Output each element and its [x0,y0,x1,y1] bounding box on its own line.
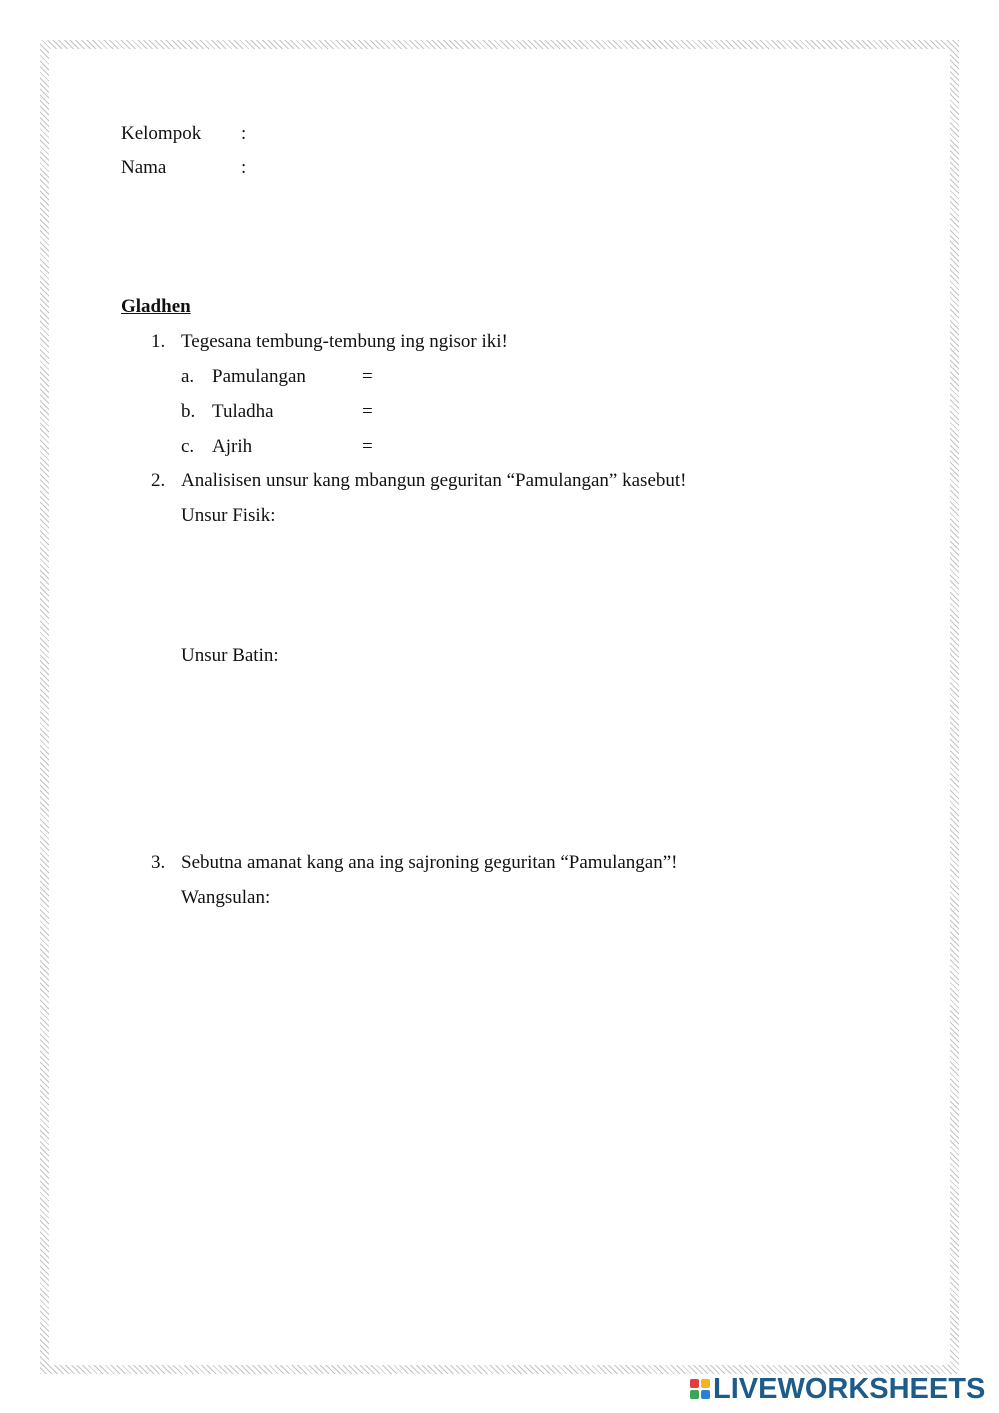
logo-squares-icon [690,1379,710,1399]
nama-colon: : [241,157,247,178]
page-border [40,40,959,1374]
liveworksheets-logo [690,1374,985,1404]
item-b-word: Tuladha [212,401,274,422]
item-a-sign: = [362,366,373,387]
item-b-letter: b. [181,401,196,422]
question-1-text: Tegesana tembung-tembung ing ngisor iki! [181,331,508,352]
kelompok-label: Kelompok [121,123,202,144]
item-a-word: Pamulangan [212,366,306,387]
section-title: Gladhen [121,296,191,317]
question-3-number: 3. [151,852,166,873]
unsur-batin-label: Unsur Batin: [181,645,279,666]
logo-text: LIVEWORKSHEETS [713,1372,986,1405]
unsur-fisik-label: Unsur Fisik: [181,505,276,526]
question-2-text: Analisisen unsur kang mbangun geguritan “Pamulangan” kasebut! [181,470,687,491]
question-3-text: Sebutna amanat kang ana ing sajroning geguritan “Pamulangan”! [181,852,678,873]
item-a-letter: a. [181,366,195,387]
wangsulan-label: Wangsulan: [181,887,271,908]
question-1-number: 1. [151,331,166,352]
item-b-sign: = [362,401,373,422]
nama-label: Nama [121,157,167,178]
kelompok-colon: : [241,123,247,144]
item-c-letter: c. [181,436,195,457]
item-c-word: Ajrih [212,436,253,457]
item-c-sign: = [362,436,373,457]
question-2-number: 2. [151,470,166,491]
